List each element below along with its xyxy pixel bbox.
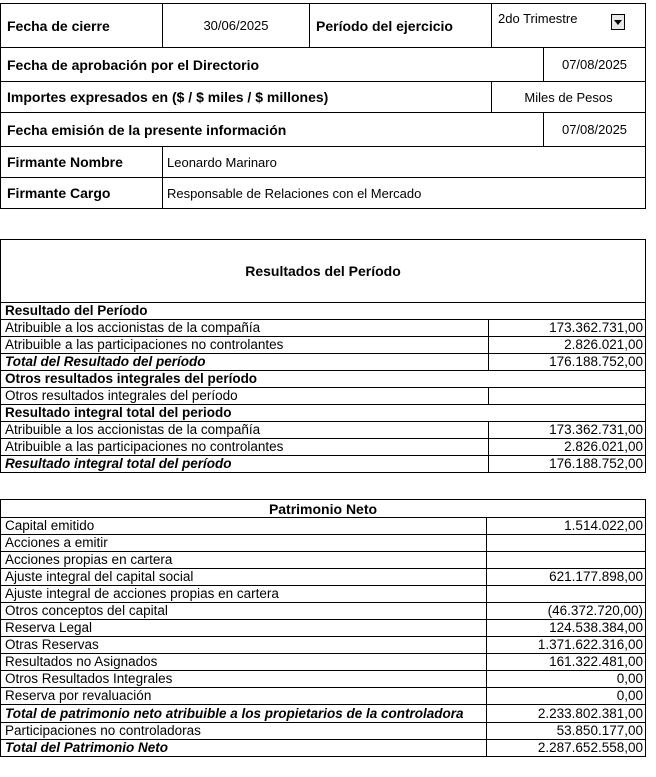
row-value: 2.287.652.558,00 (487, 740, 646, 757)
aprobacion-value: 07/08/2025 (544, 48, 646, 82)
row-value: 0,00 (487, 688, 646, 705)
row-label: Total de patrimonio neto atribuible a los propietarios de la controladora (1, 705, 487, 723)
firmante-nombre-label: Firmante Nombre (1, 147, 163, 178)
row-label: Otros Resultados Integrales (1, 671, 487, 688)
importes-label: Importes expresados en ($ / $ miles / $ millones) (1, 82, 492, 113)
table-row (1, 388, 646, 405)
row-value (487, 552, 646, 569)
row-value: 1.514.022,00 (487, 518, 646, 535)
row-label: Otros resultados integrales del período (1, 371, 646, 388)
row-value: 2.826.021,00 (489, 337, 646, 354)
row-value: 53.850.177,00 (487, 723, 646, 740)
row-label: Reserva por revaluación (1, 688, 487, 705)
row-label: Atribuible a las participaciones no controlantes (1, 337, 489, 354)
table-row (1, 371, 646, 388)
resultados-table (0, 239, 646, 473)
table-row (1, 705, 646, 723)
row-label: Acciones propias en cartera (1, 552, 487, 569)
row-label: Resultados no Asignados (1, 654, 487, 671)
row-label: Total del Patrimonio Neto (1, 740, 487, 757)
firmante-cargo-value: Responsable de Relaciones con el Mercado (163, 178, 646, 209)
table-row (1, 688, 646, 705)
row-value: 161.322.481,00 (487, 654, 646, 671)
row-label: Reserva Legal (1, 620, 487, 637)
table-row (1, 586, 646, 603)
table-row (1, 620, 646, 637)
row-value: 173.362.731,00 (489, 320, 646, 337)
fecha-cierre-label: Fecha de cierre (1, 4, 163, 48)
emision-value: 07/08/2025 (544, 113, 646, 147)
row-label: Ajuste integral del capital social (1, 569, 487, 586)
table-row (1, 637, 646, 654)
row-label: Total del Resultado del período (1, 354, 489, 371)
row-label: Atribuible a las participaciones no controlantes (1, 439, 489, 456)
chevron-down-icon[interactable] (611, 14, 625, 30)
patrimonio-title: Patrimonio Neto (1, 500, 646, 518)
aprobacion-label: Fecha de aprobación por el Directorio (1, 48, 544, 82)
row-label: Acciones a emitir (1, 535, 487, 552)
row-label: Resultado integral total del período (1, 456, 489, 473)
firmante-cargo-label: Firmante Cargo (1, 178, 163, 209)
periodo-select[interactable] (492, 4, 646, 48)
row-label: Capital emitido (1, 518, 487, 535)
table-row (1, 337, 646, 354)
row-value: 176.188.752,00 (489, 354, 646, 371)
firmante-nombre-value: Leonardo Marinaro (163, 147, 646, 178)
table-row (1, 439, 646, 456)
row-label: Ajuste integral de acciones propias en cartera (1, 586, 487, 603)
row-value: 0,00 (487, 671, 646, 688)
row-value: 124.538.384,00 (487, 620, 646, 637)
table-row (1, 405, 646, 422)
row-value: 176.188.752,00 (489, 456, 646, 473)
table-row (1, 320, 646, 337)
row-value: 2.826.021,00 (489, 439, 646, 456)
table-row (1, 518, 646, 535)
header-table (0, 3, 646, 209)
table-row (1, 671, 646, 688)
row-value (489, 388, 646, 405)
periodo-select-value: 2do Trimestre (498, 11, 578, 26)
periodo-label: Período del ejercicio (310, 4, 492, 48)
row-label: Resultado del Período (1, 303, 646, 320)
row-value (487, 535, 646, 552)
table-row (1, 422, 646, 439)
fecha-cierre-value: 30/06/2025 (163, 4, 310, 48)
row-value: 2.233.802.381,00 (487, 705, 646, 723)
row-label: Otras Reservas (1, 637, 487, 654)
table-row (1, 569, 646, 586)
row-value: (46.372.720,00) (487, 603, 646, 620)
row-value: 1.371.622.316,00 (487, 637, 646, 654)
resultados-body (1, 303, 646, 473)
row-label: Atribuible a los accionistas de la compañía (1, 422, 489, 439)
row-value: 621.177.898,00 (487, 569, 646, 586)
row-label: Atribuible a los accionistas de la compañía (1, 320, 489, 337)
row-label: Participaciones no controladoras (1, 723, 487, 740)
importes-value: Miles de Pesos (492, 82, 646, 113)
row-value (487, 586, 646, 603)
table-row (1, 535, 646, 552)
patrimonio-table (0, 499, 646, 757)
table-row (1, 723, 646, 740)
table-row (1, 740, 646, 757)
table-row (1, 552, 646, 569)
row-label: Resultado integral total del periodo (1, 405, 646, 422)
row-label: Otros conceptos del capital (1, 603, 487, 620)
patrimonio-body (1, 518, 646, 757)
row-value: 173.362.731,00 (489, 422, 646, 439)
table-row (1, 456, 646, 473)
table-row (1, 354, 646, 371)
row-label: Otros resultados integrales del período (1, 388, 489, 405)
emision-label: Fecha emisión de la presente información (1, 113, 544, 147)
table-row (1, 654, 646, 671)
resultados-title: Resultados del Período (1, 240, 646, 303)
table-row (1, 303, 646, 320)
table-row (1, 603, 646, 620)
